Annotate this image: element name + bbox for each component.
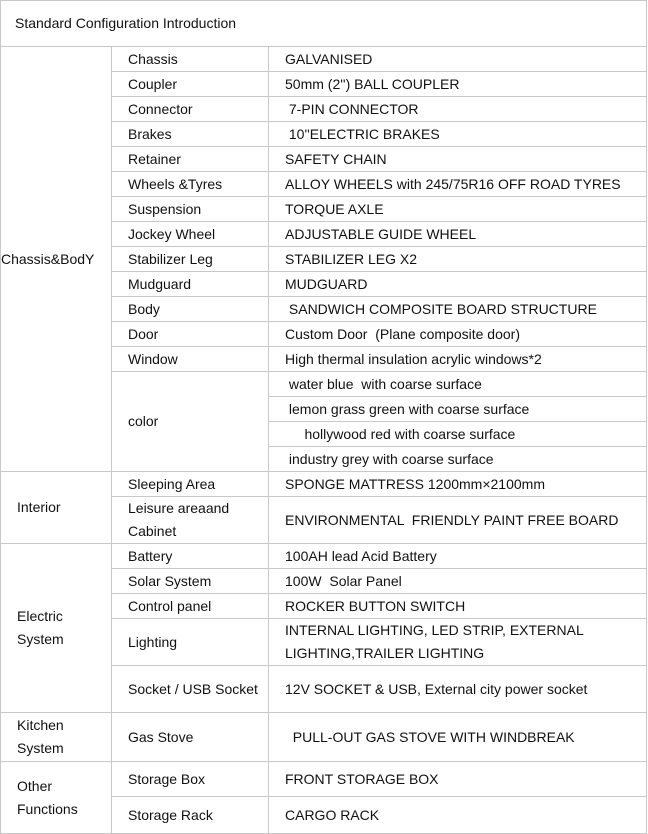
item-label: Body	[112, 297, 269, 322]
item-value: ROCKER BUTTON SWITCH	[269, 594, 647, 619]
item-value: lemon grass green with coarse surface	[269, 397, 647, 422]
item-label: Socket / USB Socket	[112, 666, 269, 713]
item-label: color	[112, 372, 269, 472]
item-value: CARGO RACK	[269, 797, 647, 834]
item-value: industry grey with coarse surface	[269, 447, 647, 472]
table-row	[1, 544, 647, 569]
item-label: Solar System	[112, 569, 269, 594]
item-label: Control panel	[112, 594, 269, 619]
item-label: Storage Box	[112, 762, 269, 797]
item-value: FRONT STORAGE BOX	[269, 762, 647, 797]
item-value: GALVANISED	[269, 47, 647, 72]
item-value: ENVIRONMENTAL FRIENDLY PAINT FREE BOARD	[269, 497, 647, 544]
item-value: 100AH lead Acid Battery	[269, 544, 647, 569]
item-label: Mudguard	[112, 272, 269, 297]
title-row	[1, 1, 647, 47]
item-value: ALLOY WHEELS with 245/75R16 OFF ROAD TYRES	[269, 172, 647, 197]
category-kitchen-system: Kitchen System	[1, 713, 112, 762]
item-label: Coupler	[112, 72, 269, 97]
table-row	[1, 762, 647, 797]
category-electric-system: Electric System	[1, 544, 112, 713]
item-label: Sleeping Area	[112, 472, 269, 497]
item-value: High thermal insulation acrylic windows*2	[269, 347, 647, 372]
item-label: Retainer	[112, 147, 269, 172]
item-label: Battery	[112, 544, 269, 569]
item-value: PULL-OUT GAS STOVE WITH WINDBREAK	[269, 713, 647, 762]
table-row	[1, 713, 647, 762]
item-value: SAFETY CHAIN	[269, 147, 647, 172]
item-value: ADJUSTABLE GUIDE WHEEL	[269, 222, 647, 247]
item-value: TORQUE AXLE	[269, 197, 647, 222]
item-value: MUDGUARD	[269, 272, 647, 297]
item-label: Wheels &Tyres	[112, 172, 269, 197]
item-value: 100W Solar Panel	[269, 569, 647, 594]
category-interior: Interior	[1, 472, 112, 544]
item-value: 7-PIN CONNECTOR	[269, 97, 647, 122]
item-value: 12V SOCKET & USB, External city power socket	[269, 666, 647, 713]
item-label: Suspension	[112, 197, 269, 222]
item-value: hollywood red with coarse surface	[269, 422, 647, 447]
spec-table-body	[1, 1, 647, 834]
item-label: Leisure areaand Cabinet	[112, 497, 269, 544]
item-value: STABILIZER LEG X2	[269, 247, 647, 272]
item-value: water blue with coarse surface	[269, 372, 647, 397]
item-value: 10''ELECTRIC BRAKES	[269, 122, 647, 147]
item-label: Chassis	[112, 47, 269, 72]
category-chassis-body: Chassis&BodY	[1, 47, 112, 472]
item-label: Connector	[112, 97, 269, 122]
item-value: SPONGE MATTRESS 1200mm×2100mm	[269, 472, 647, 497]
item-label: Jockey Wheel	[112, 222, 269, 247]
category-other-functions: Other Functions	[1, 762, 112, 834]
table-title: Standard Configuration Introduction	[1, 1, 647, 47]
item-label: Gas Stove	[112, 713, 269, 762]
table-row	[1, 47, 647, 72]
item-label: Storage Rack	[112, 797, 269, 834]
table-row	[1, 472, 647, 497]
item-label: Stabilizer Leg	[112, 247, 269, 272]
item-label: Brakes	[112, 122, 269, 147]
item-label: Lighting	[112, 619, 269, 666]
item-value: INTERNAL LIGHTING, LED STRIP, EXTERNAL LIGHTING,TRAILER LIGHTING	[269, 619, 647, 666]
item-label: Window	[112, 347, 269, 372]
item-value: Custom Door (Plane composite door)	[269, 322, 647, 347]
item-label: Door	[112, 322, 269, 347]
item-value: 50mm (2'') BALL COUPLER	[269, 72, 647, 97]
item-value: SANDWICH COMPOSITE BOARD STRUCTURE	[269, 297, 647, 322]
